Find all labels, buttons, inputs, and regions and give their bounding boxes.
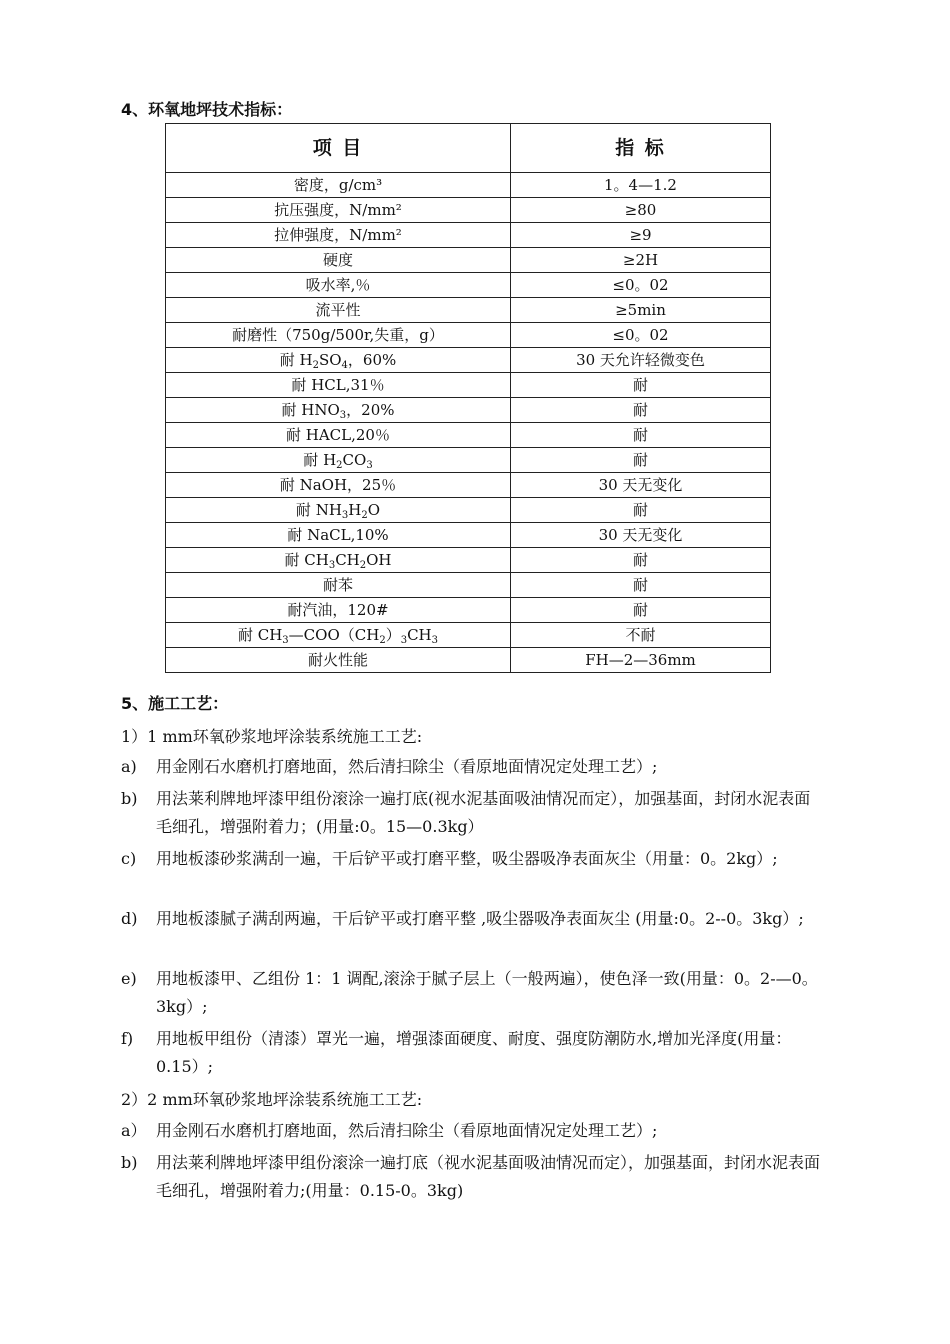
subscript: 3	[366, 460, 373, 471]
list-text: 用地板甲组份（清漆）罩光一遍，增强漆面硬度、耐度、强度防潮防水,增加光泽度(用量：0.15）;	[156, 1029, 792, 1076]
table-row	[166, 648, 771, 673]
table-row	[166, 398, 771, 423]
row-item: 拉伸强度，N/mm²	[166, 223, 511, 248]
subscript: 3	[339, 410, 347, 421]
list-text: 用法莱利牌地坪漆甲组份滚涂一遍打底（视水泥基面吸油情况而定），加强基面，封闭水泥表面毛细孔，增强附着力;(用量：0.15-0。3kg)	[156, 1153, 821, 1200]
row-item: 耐 HCL,31％	[166, 373, 511, 398]
row-item: 耐苯	[166, 573, 511, 598]
row-item: 耐火性能	[166, 648, 511, 673]
list-marker: d)	[121, 909, 138, 928]
subscript: 3	[341, 510, 349, 521]
section-4-title: 4、环氧地坪技术指标：	[121, 100, 293, 119]
row-item: 耐汽油，120#	[166, 598, 511, 623]
table-row	[166, 373, 771, 398]
table-row	[166, 223, 771, 248]
row-item: 流平性	[166, 298, 511, 323]
row-item: 抗压强度，N/mm²	[166, 198, 511, 223]
row-value: 不耐	[511, 623, 771, 648]
row-value: 耐	[511, 448, 771, 473]
row-value: ≥5min	[511, 298, 771, 323]
row-value: 30 天无变化	[511, 473, 771, 498]
table-row	[166, 423, 771, 448]
row-value: 耐	[511, 573, 771, 598]
subscript: 2	[312, 360, 319, 371]
table-header-row	[166, 124, 771, 173]
row-value: ≥9	[511, 223, 771, 248]
row-value: 30 天无变化	[511, 523, 771, 548]
row-value: ≥80	[511, 198, 771, 223]
table-row	[166, 448, 771, 473]
list-text: 用金刚石水磨机打磨地面，然后清扫除尘（看原地面情况定处理工艺）;	[156, 757, 658, 776]
table-row	[166, 348, 771, 373]
subsection-1-title: 1）1 mm环氧砂浆地坪涂装系统施工工艺:	[121, 727, 423, 746]
row-item: 耐 $CH_3—COO(CH_2)_3CH_3$	[166, 623, 511, 648]
subsection-2-title: 2）2 mm环氧砂浆地坪涂装系统施工工艺:	[121, 1090, 423, 1109]
row-item: 耐 $H_2SO_4$，60%	[166, 348, 511, 373]
list-text: 用地板漆砂浆满刮一遍，干后铲平或打磨平整，吸尘器吸净表面灰尘（用量：0。2kg）;	[156, 849, 778, 868]
subscript: 2	[336, 460, 343, 471]
subscript: 3	[282, 635, 289, 646]
subscript: 4	[341, 360, 348, 371]
row-value: 30 天允许轻微变色	[511, 348, 771, 373]
spec-table	[165, 123, 771, 673]
list-marker: b)	[121, 789, 138, 808]
list-text: 用地板漆甲、乙组份 1：1 调配,滚涂于腻子层上（一般两遍），使色泽一致(用量：0。2-—0。3kg）;	[156, 969, 818, 1016]
table-row	[166, 198, 771, 223]
subscript: 3	[328, 560, 336, 571]
list-text: 用法莱利牌地坪漆甲组份滚涂一遍打底(视水泥基面吸油情况而定），加强基面，封闭水泥表面毛细孔，增强附着力；(用量:0。15—0.3kg）	[156, 789, 811, 836]
table-row	[166, 523, 771, 548]
row-value: 耐	[511, 398, 771, 423]
row-value: 耐	[511, 423, 771, 448]
list-text: 用地板漆腻子满刮两遍，干后铲平或打磨平整 ,吸尘器吸净表面灰尘 (用量:0。2--0。3kg）;	[156, 909, 804, 928]
row-value: ≤0。02	[511, 273, 771, 298]
table-row	[166, 473, 771, 498]
table-row	[166, 173, 771, 198]
row-item: 耐 NaCL,10%	[166, 523, 511, 548]
row-item: 吸水率,％	[166, 273, 511, 298]
row-value: 耐	[511, 498, 771, 523]
list-marker: c)	[121, 849, 137, 868]
table-row	[166, 273, 771, 298]
subscript: 2	[361, 510, 368, 521]
row-item: 耐 $CH_3CH_2OH$	[166, 548, 511, 573]
row-item: 耐 $NH_3H_2O$	[166, 498, 511, 523]
row-value: 耐	[511, 548, 771, 573]
row-item: 耐磨性（750g/500r,失重，g）	[166, 323, 511, 348]
list-marker: f)	[121, 1029, 134, 1048]
subscript: 2	[379, 635, 386, 646]
list-marker: a）	[121, 1121, 147, 1140]
row-value: 耐	[511, 373, 771, 398]
table-row	[166, 573, 771, 598]
row-item: 硬度	[166, 248, 511, 273]
table-row	[166, 298, 771, 323]
row-value: FH—2—36mm	[511, 648, 771, 673]
table-row	[166, 598, 771, 623]
table-row	[166, 248, 771, 273]
table-row	[166, 623, 771, 648]
list-marker: e)	[121, 969, 137, 988]
subscript: 3	[431, 635, 439, 646]
row-value: ≥2H	[511, 248, 771, 273]
table-row	[166, 548, 771, 573]
row-item: 耐 $H_2CO_3$	[166, 448, 511, 473]
row-value: 1。4—1.2	[511, 173, 771, 198]
header-value: 指 标	[511, 124, 771, 173]
row-item: 密度，g/cm³	[166, 173, 511, 198]
list-marker: b)	[121, 1153, 138, 1172]
subscript: 2	[359, 560, 367, 571]
header-item: 项 目	[166, 124, 511, 173]
row-value: ≤0。02	[511, 323, 771, 348]
table-row	[166, 498, 771, 523]
subscript: 3	[400, 635, 408, 646]
table-row	[166, 323, 771, 348]
section-5-title: 5、施工工艺：	[121, 694, 229, 713]
list-text: 用金刚石水磨机打磨地面，然后清扫除尘（看原地面情况定处理工艺）;	[156, 1121, 658, 1140]
row-item: 耐 NaOH，25％	[166, 473, 511, 498]
row-item: 耐 $HNO_3$，20%	[166, 398, 511, 423]
row-value: 耐	[511, 598, 771, 623]
list-marker: a)	[121, 757, 137, 776]
row-item: 耐 HACL,20％	[166, 423, 511, 448]
